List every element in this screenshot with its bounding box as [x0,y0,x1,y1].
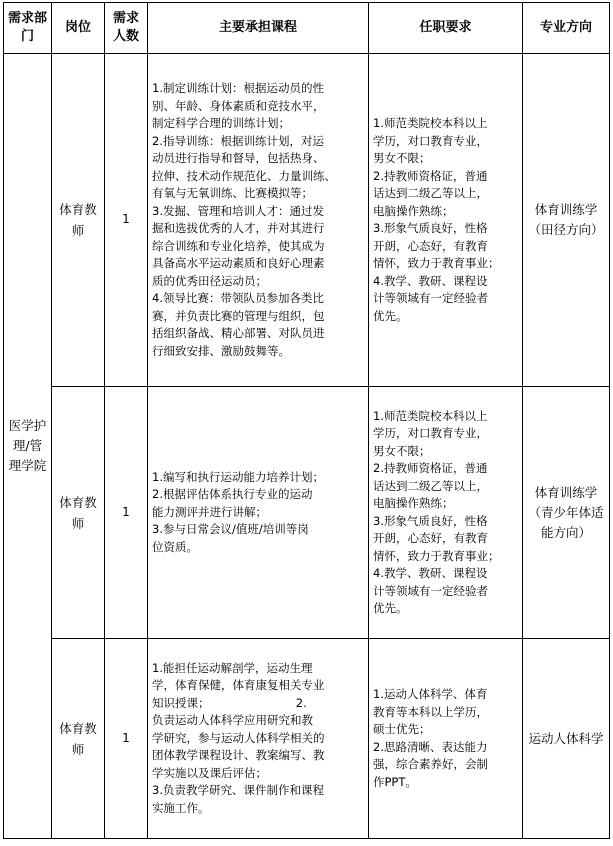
requirement-line: 作PPT。 [373,774,417,789]
course-line: 知识授课； 2. [152,695,307,710]
course-line: 能力测评并进行讲解； [152,504,267,519]
course-line: 质的优秀田径运动员； [152,273,267,288]
header-position: 岗位 [52,3,105,54]
requirement-line: 2.持教师资格证，普通 [373,461,488,475]
requirement-line: 计等领域有一定经验者 [373,583,488,598]
requirement-line: 计等领域有一定经验者 [373,291,488,305]
course-line: 综合训练和专业化培养，使其成为 [152,238,325,253]
requirement-line: 2.持教师资格证，普通 [373,168,488,183]
requirement-line: 学历，对口教育专业， [373,133,488,148]
course-line: 别、年龄、身体素质和竞技水平， [152,98,325,113]
requirement-line: 情怀，致力于教育事业； [373,256,500,270]
course-line: 1.能担任运动解剖学，运动生理 [152,660,313,675]
requirement-line: 2.思路清晰、表达能力 [373,739,488,754]
major-cell: 体育训练学（青少年体适能方向） [523,387,610,639]
course-line: 实施工作。 [152,800,210,815]
courses-cell [148,387,369,639]
header-row [4,3,610,54]
department-cell: 医学护理/管理学院 [4,54,52,839]
course-line: 动员进行指导和督导，包括热身、 [152,151,325,165]
course-line: 行细致安排、激励鼓舞等。 [152,343,290,358]
table-row [4,639,610,839]
course-line: 具备高水平运动素质和良好心理素 [152,256,325,270]
requirements-cell [369,639,523,839]
requirement-line: 1.师范类院校本科以上 [373,116,488,130]
requirement-line: 4.教学、教研、课程设 [373,566,488,580]
requirements-cell [369,387,523,639]
course-line: 掘和选拔优秀的人才，并对其进行 [152,221,325,235]
table-row [4,54,610,387]
requirement-line: 3.形象气质良好，性格 [373,221,488,235]
requirement-line: 话达到二级乙等以上， [373,478,488,493]
requirement-line: 强，综合素养好，会制 [373,757,488,771]
requirement-line: 优先。 [373,308,408,323]
requirement-line: 电脑操作熟练； [373,496,454,510]
courses-cell [148,54,369,387]
course-line: 位资质。 [152,539,198,554]
requirement-line: 硕士优先； [373,722,431,736]
course-line: 2.指导训练：根据训练计划，对运 [152,133,324,148]
course-line: 有氧与无氧训练、比赛模拟等； [152,186,313,200]
requirement-line: 男女不限； [373,443,431,458]
requirements-cell [369,54,523,387]
recruitment-table [3,2,610,839]
header-major: 专业方向 [523,3,610,54]
course-line: 括组织备战、精心部署、对队员进 [152,326,325,340]
course-line: 制定科学合理的训练计划； [152,116,290,130]
course-line: 3.发掘、管理和培训人才：通过发 [152,203,324,218]
course-line: 1.制定训练计划：根据运动员的性 [152,81,324,95]
course-line: 3.负责教学研究、课件制作和课程 [152,783,324,798]
courses-cell [148,639,369,839]
course-line: 3.参与日常会议/值班/培训等岗 [152,522,309,537]
requirement-line: 教育等本科以上学历， [373,704,488,719]
header-courses: 主要承担课程 [148,3,369,54]
requirement-line: 学历，对口教育专业， [373,426,488,440]
course-line: 1.编写和执行运动能力培养计划； [152,469,324,484]
requirement-line: 4.教学、教研、课程设 [373,273,488,288]
position-cell: 体育教师 [52,54,105,387]
header-department: 需求部门 [4,3,52,54]
header-count: 需求人数 [105,3,148,54]
course-line: 赛，并负责比赛的管理与组织，包 [152,308,325,323]
major-cell: 运动人体科学 [523,639,610,839]
major-cell: 体育训练学（田径方向） [523,54,610,387]
course-line: 4.领导比赛：带领队员参加各类比 [152,291,324,305]
header-requirements: 任职要求 [369,3,523,54]
requirement-line: 开朗，心态好，有教育 [373,531,488,545]
table-row [4,387,610,639]
count-cell: 1 [105,387,148,639]
requirement-line: 1.运动人体科学、体育 [373,687,488,701]
requirement-line: 1.师范类院校本科以上 [373,408,488,423]
course-line: 负责运动人体科学应用研究和教 [152,713,313,728]
requirement-line: 男女不限； [373,151,431,165]
requirement-line: 开朗，心态好，有教育 [373,238,488,253]
count-cell: 1 [105,639,148,839]
requirement-line: 3.形象气质良好，性格 [373,513,488,528]
position-cell: 体育教师 [52,387,105,639]
course-line: 2.根据评估体系执行专业的运动 [152,487,313,502]
position-cell: 体育教师 [52,639,105,839]
course-line: 学研究，参与运动人体科学相关的 [152,730,325,745]
course-line: 团体教学课程设计、教案编写、教 [152,748,325,763]
requirement-line: 话达到二级乙等以上， [373,186,488,200]
course-line: 拉伸、技术动作规范化、力量训练、 [152,168,336,183]
course-line: 学，体育保健，体育康复相关专业 [152,678,325,693]
count-cell: 1 [105,54,148,387]
requirement-line: 电脑操作熟练； [373,203,454,218]
requirement-line: 情怀，致力于教育事业； [373,548,500,563]
course-line: 学实施以及课后评估； [152,765,267,780]
requirement-line: 优先。 [373,601,408,615]
